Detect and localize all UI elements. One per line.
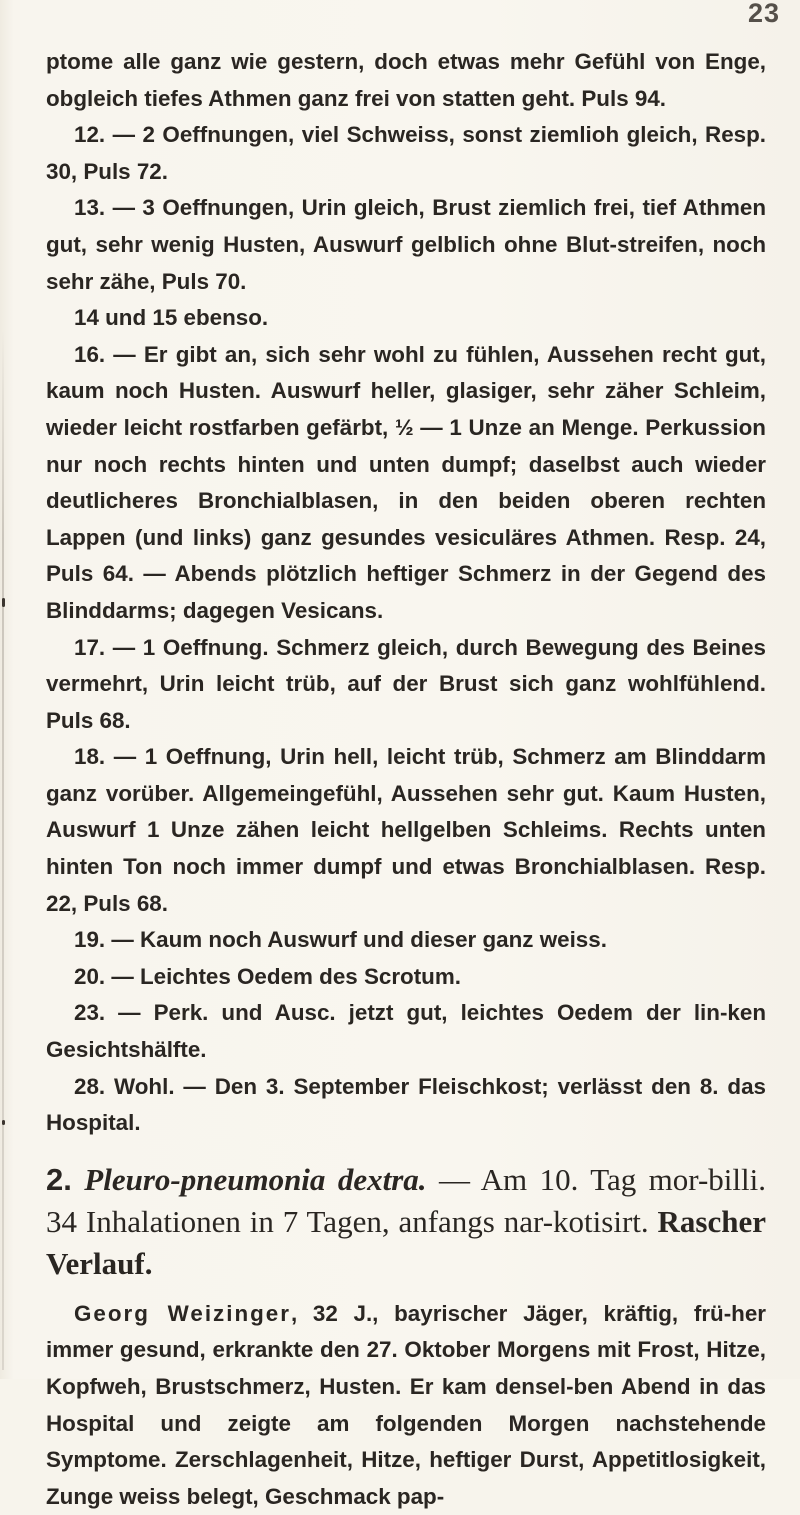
case-history-paragraph <box>46 1296 766 1515</box>
case-history-text: , 32 J., bayrischer Jäger, kräftig, frü-her immer gesund, erkrankte den 27. Oktober Morgens mit Frost, Hitze, Kopfweh, Brustschmerz, Husten. Er kam densel-ben Abend in das Hospital und zeigte am folgenden Morgen nachstehende Symptome. Zerschlagenheit, Hitze, heftiger Durst, Appetitlosigkeit, Zunge weiss belegt, Geschmack pap- <box>46 1300 767 1509</box>
page-edge-mark <box>2 598 5 607</box>
paragraph-day-16: 16. — Er gibt an, sich sehr wohl zu fühlen, Aussehen recht gut, kaum noch Husten. Auswurf heller, glasiger, sehr zäher Schleim, wieder leicht rostfarben gefärbt, ½ — 1 Unze an Menge. Perkussion nur noch rechts hinten und unten dumpf; daselbst auch wieder deutlicheres Bronchialblasen, in den beiden oberen rechten Lappen (und links) ganz gesundes vesiculäres Athmen. Resp. 24, Puls 64. — Abends plötzlich heftiger Schmerz in der Gegend des Blinddarms; dagegen Vesicans. <box>46 341 766 623</box>
page-edge-mark <box>2 1120 5 1125</box>
paragraph-day-12: 12. — 2 Oeffnungen, viel Schweiss, sonst ziemlioh gleich, Resp. 30, Puls 72. <box>46 122 766 184</box>
body-text <box>46 44 766 1515</box>
paragraph-day-28: 28. Wohl. — Den 3. September Fleischkost; verlässt den 8. das Hospital. <box>46 1073 766 1136</box>
paragraph-day-14-15: 14 und 15 ebenso. <box>74 305 269 331</box>
case-number: 2. <box>46 1161 72 1197</box>
paragraph-day-19: 19. — Kaum noch Auswurf und dieser ganz weiss. <box>74 927 607 953</box>
paragraph-day-17: 17. — 1 Oeffnung. Schmerz gleich, durch Bewegung des Beines vermehrt, Urin leicht trüb, auf der Brust sich ganz wohlfühlend. Puls 68. <box>46 634 766 733</box>
patient-name: Georg Weizinger <box>74 1300 291 1326</box>
paragraph-day-23: 23. — Perk. und Ausc. jetzt gut, leichtes Oedem der lin-ken Gesichtshälfte. <box>46 1000 766 1063</box>
paragraph-day-18: 18. — 1 Oeffnung, Urin hell, leicht trüb, Schmerz am Blinddarm ganz vorüber. Allgemeingefühl, Aussehen sehr gut. Kaum Husten, Auswurf 1 Unze zähen leicht hellgelben Schleims. Rechts unten hinten Ton noch immer dumpf und etwas Bronchialblasen. Resp. 22, Puls 68. <box>46 744 766 916</box>
case-heading <box>46 1159 766 1285</box>
case-summary: — Am 10. Tag mor-billi. 34 Inhalationen in 7 Tagen, anfangs nar-kotisirt. <box>46 1161 766 1239</box>
paragraph-day-20: 20. — Leichtes Oedem des Scrotum. <box>74 963 461 989</box>
case-course: Rascher Verlauf. <box>46 1203 767 1281</box>
page-edge-shadow <box>2 330 4 1370</box>
paragraph-day-13: 13. — 3 Oeffnungen, Urin gleich, Brust ziemlich frei, tief Athmen gut, sehr wenig Husten, Auswurf gelblich ohne Blut-streifen, noch sehr zähe, Puls 70. <box>46 195 766 294</box>
paragraph-continuation: ptome alle ganz wie gestern, doch etwas mehr Gefühl von Enge, obgleich tiefes Athmen ganz frei von statten geht. Puls 94. <box>46 49 766 111</box>
case-diagnosis: Pleuro-pneumonia dextra. <box>84 1161 427 1197</box>
page-number: 23 <box>748 0 781 28</box>
